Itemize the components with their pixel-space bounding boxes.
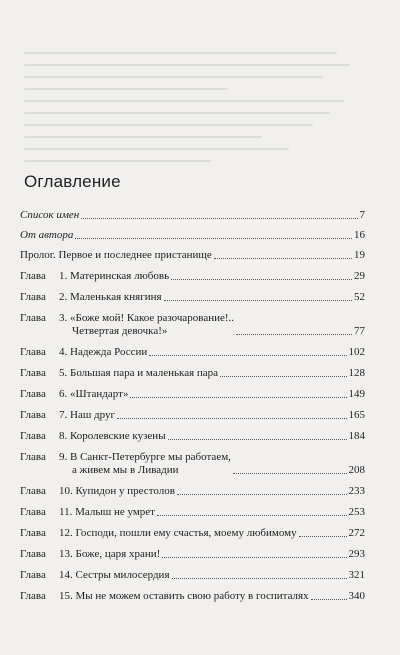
leader-dots: [233, 473, 347, 474]
chapter-title: 11. Малыш не умрет: [59, 506, 155, 518]
chapter-title-block: [59, 312, 365, 338]
leader-dots: [164, 300, 352, 301]
chapter-title: 15. Мы не можем оставить свою работу в госпиталях: [59, 590, 309, 602]
chapter-title: 7. Наш друг: [59, 409, 116, 421]
chapter-prefix: Глава: [20, 527, 46, 539]
toc-entry-page: 16: [354, 229, 365, 241]
leader-dots: [172, 578, 347, 579]
leader-dots: [81, 218, 357, 219]
chapter-page: 321: [348, 569, 365, 581]
toc-entry-chapter: [20, 506, 365, 519]
toc-entry-author: [20, 229, 365, 242]
toc-entry-chapter: [20, 569, 365, 582]
chapter-prefix: Глава: [20, 388, 46, 400]
leader-dots: [149, 355, 346, 356]
leader-dots: [177, 494, 347, 495]
chapter-prefix: Глава: [20, 367, 46, 379]
toc-entry-title: Пролог. Первое и последнее пристанище: [20, 249, 212, 261]
toc-entry-page: 7: [359, 209, 365, 221]
chapter-page: 149: [348, 388, 365, 400]
chapter-title-lines: [59, 312, 234, 338]
chapter-prefix: Глава: [20, 312, 46, 324]
chapter-title: 6. «Штандарт»: [59, 388, 129, 400]
toc-entry-chapter: [20, 548, 365, 561]
toc-entry-chapter: [20, 270, 365, 283]
chapter-title: 14. Сестры милосердия: [59, 569, 170, 581]
leader-dots: [130, 397, 346, 398]
chapter-prefix: Глава: [20, 291, 46, 303]
chapter-title: 4. Надежда России: [59, 346, 148, 358]
chapter-page: 29: [354, 270, 365, 282]
chapter-title: 12. Господи, пошли ему счастья, моему любимому: [59, 527, 297, 539]
leader-dots: [236, 334, 352, 335]
chapter-page: 52: [354, 291, 365, 303]
chapter-prefix: Глава: [20, 270, 46, 282]
chapter-title: 9. В Санкт-Петербурге мы работаем,: [59, 451, 231, 463]
chapter-page: 165: [348, 409, 365, 421]
chapter-page: 208: [348, 464, 365, 476]
chapter-title: 13. Боже, царя храни!: [59, 548, 161, 560]
toc-entry-prologue: [20, 249, 365, 262]
toc-entry-names: [20, 209, 365, 222]
chapter-prefix: Глава: [20, 569, 46, 581]
chapter-page: 184: [348, 430, 365, 442]
table-of-contents: [20, 209, 365, 603]
chapter-page: 128: [348, 367, 365, 379]
chapter-prefix: Глава: [20, 548, 46, 560]
chapter-page: 102: [348, 346, 365, 358]
leader-dots: [214, 258, 352, 259]
leader-dots: [162, 557, 346, 558]
toc-entry-chapter: [20, 485, 365, 498]
chapter-prefix: Глава: [20, 346, 46, 358]
chapter-page: 77: [354, 325, 365, 337]
chapter-prefix: Глава: [20, 451, 46, 463]
toc-entry-chapter: [20, 527, 365, 540]
chapter-title: 3. «Боже мой! Какое разочарование!..: [59, 312, 235, 324]
chapter-prefix: Глава: [20, 485, 46, 497]
toc-entry-chapter: [20, 367, 365, 380]
toc-entry-title: От автора: [20, 229, 74, 241]
chapter-prefix: Глава: [20, 430, 46, 442]
leader-dots: [157, 515, 347, 516]
chapter-title: 10. Купидон у престолов: [59, 485, 175, 497]
toc-heading: Оглавление: [24, 172, 121, 191]
toc-entry-chapter: [20, 312, 365, 338]
toc-entry-title: Список имен: [20, 209, 80, 221]
chapter-prefix: Глава: [20, 590, 46, 602]
leader-dots: [117, 418, 346, 419]
leader-dots: [168, 439, 347, 440]
toc-entry-chapter: [20, 346, 365, 359]
chapter-page: 272: [348, 527, 365, 539]
chapter-title-continued: а живем мы в Ливадии: [72, 464, 179, 476]
leader-dots: [171, 279, 352, 280]
chapter-title: 2. Маленькая княгиня: [59, 291, 162, 303]
toc-entry-chapter: [20, 430, 365, 443]
chapter-page: 293: [348, 548, 365, 560]
toc-entry-page: 19: [354, 249, 365, 261]
toc-entry-chapter: [20, 388, 365, 401]
toc-entry-chapter: [20, 451, 365, 477]
chapter-title: 8. Королевские кузены: [59, 430, 166, 442]
leader-dots: [75, 238, 352, 239]
chapter-title: 5. Большая пара и маленькая пара: [59, 367, 219, 379]
chapter-title-block: [59, 451, 365, 477]
chapter-title-continued: Четвертая девочка!»: [72, 325, 168, 337]
toc-entry-chapter: [20, 590, 365, 603]
leader-dots: [220, 376, 346, 377]
toc-entry-chapter: [20, 409, 365, 422]
chapter-title-lines: [59, 451, 231, 477]
leader-dots: [311, 599, 347, 600]
toc-entry-chapter: [20, 291, 365, 304]
chapter-page: 233: [348, 485, 365, 497]
leader-dots: [299, 536, 347, 537]
chapter-page: 253: [348, 506, 365, 518]
chapter-prefix: Глава: [20, 409, 46, 421]
chapter-prefix: Глава: [20, 506, 46, 518]
chapter-title: 1. Материнская любовь: [59, 270, 170, 282]
chapter-page: 340: [348, 590, 365, 602]
